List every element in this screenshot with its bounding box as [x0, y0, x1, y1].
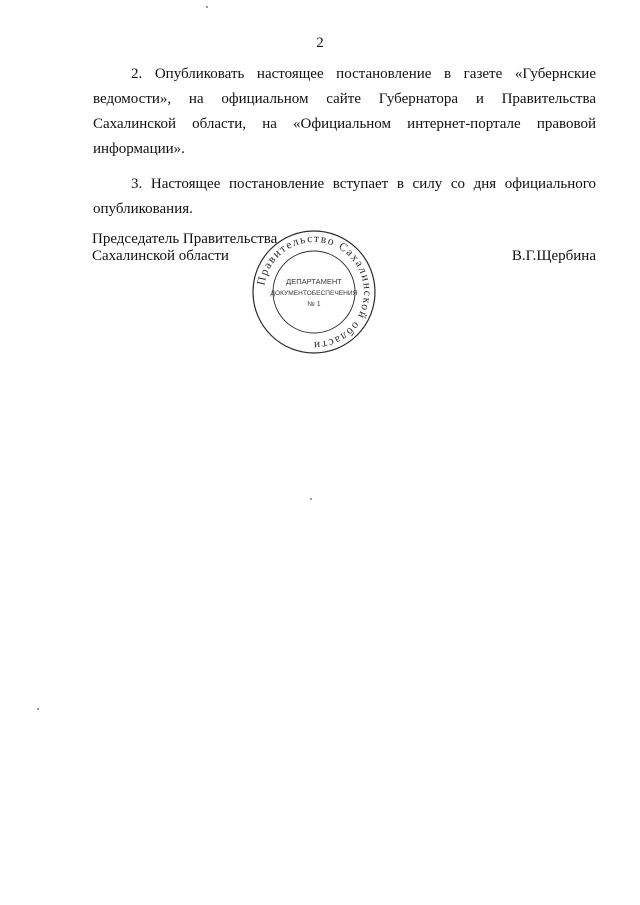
scan-speck — [37, 708, 39, 710]
scan-speck — [310, 498, 312, 500]
signatory-title-line2: Сахалинской области — [92, 248, 229, 264]
seal-outer-text-path: Правительство Сахалинской области — [255, 232, 374, 352]
document-body — [93, 62, 596, 222]
seal-inner-line2: ДОКУМЕНТОБЕСПЕЧЕНИЯ — [270, 290, 358, 297]
paragraph-publication: 2. Опубликовать настоящее постановление в газете «Губернские ведомости», на официальном сайте Губернатора и Правительства Сахалинской области, на «Официальном интернет-портале правовой информации». — [93, 66, 596, 157]
seal-inner-line3: № 1 — [307, 301, 321, 308]
seal-graphic — [250, 228, 378, 356]
scan-speck — [206, 6, 208, 8]
official-seal — [250, 228, 378, 356]
paragraph-effective-date: 3. Настоящее постановление вступает в силу со дня официального опубликования. — [93, 176, 596, 217]
page-number: 2 — [316, 35, 324, 51]
signatory-name: В.Г.Щербина — [511, 248, 596, 264]
signatory-title-line1: Председатель Правительства — [92, 231, 278, 247]
seal-inner-line1: ДЕПАРТАМЕНТ — [286, 277, 342, 286]
